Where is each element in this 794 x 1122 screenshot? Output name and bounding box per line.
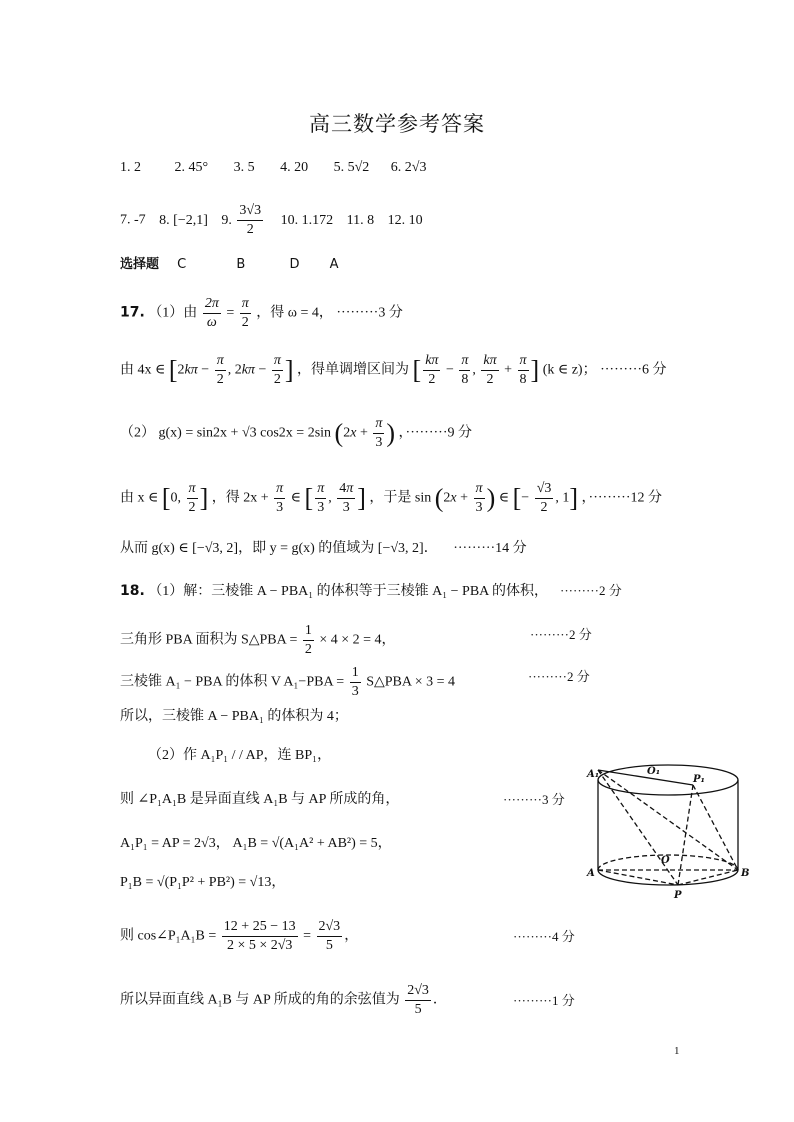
q18-l9: 则 cos∠P₁A₁B = — [120, 928, 217, 944]
q17-l4-d: ，于是 sin — [369, 490, 432, 506]
q18-l3-score: ·········2 分 — [528, 669, 590, 684]
q17-line-4: 由 x ∈ [0, $\frac{\pi}{2}$ ] ，得 2x + $\frac{\pi}{3}$ ∈ [ $\frac{\pi}{3}$ , $\frac{4\pi}{3}$ ] ，于是 sin (2x + $\frac{\pi}{3}$ ) ∈ [− $\frac{√3}{2}$ , 1] ，·········12 分 — [120, 481, 663, 515]
q17-l1-a: （1）由 — [148, 305, 198, 321]
q18-line-4: 所以，三棱锥 A − PBA₁ 的体积为 4； — [120, 709, 348, 724]
answer-9-label: 9. — [221, 212, 232, 228]
q17-l4-b: ，得 2x + — [211, 490, 269, 506]
fraction-numerator: 3√3 — [237, 202, 263, 221]
q17-l4-score: ，·········12 分 — [581, 490, 663, 506]
q18-l3: 三棱锥 A₁ − PBA 的体积 V A₁−PBA = — [120, 674, 345, 690]
answer-3: 3. 5 — [233, 160, 255, 175]
label-a1: A₁ — [587, 769, 600, 780]
q17-l2-a: 由 4x ∈ — [120, 362, 166, 378]
answer-9-fraction — [237, 202, 263, 239]
label-o: O — [661, 855, 670, 866]
q18-l1: （1）解：三棱锥 A − PBA₁ 的体积等于三棱锥 A₁ − PBA 的体积， — [148, 584, 549, 599]
q18-l10-score: ·········1 分 — [513, 993, 575, 1008]
page-number: 1 — [674, 1045, 680, 1057]
segment-a1-p1 — [598, 770, 693, 785]
q17-number: 17. — [120, 304, 145, 321]
q17-fraction-pi-2: $\frac{\pi}{2}$ — [241, 296, 249, 330]
q18-l3-b: S△PBA × 3 = 4 — [366, 674, 455, 690]
q18-l9-score: ·········4 分 — [513, 929, 575, 944]
top-ellipse — [598, 765, 738, 795]
choice-answer-14: B — [236, 257, 246, 272]
q17-line-5 — [120, 538, 527, 560]
q17-l4-c: ∈ — [290, 490, 302, 506]
fraction-denominator: 2 — [246, 222, 254, 237]
fill-answers-row-2 — [120, 202, 423, 239]
segment-a-p — [598, 870, 678, 885]
answer-12: 12. 10 — [387, 212, 423, 228]
q17-line-1: 17. （1）由 $\frac{2\pi}{\omega}$ = $\frac{\pi}{2}$ ，得 ω = 4， ·········3 分 — [120, 296, 403, 330]
q18-l2-b: × 4 × 2 = 4， — [319, 632, 396, 648]
label-o1: O₁ — [647, 766, 661, 777]
q17-l2-score: ·········6 分 — [600, 362, 667, 378]
q17-l1-score: ·········3 分 — [336, 305, 403, 321]
q18-l6-score: ·········3 分 — [503, 792, 565, 807]
q17-l3-score: ，·········9 分 — [398, 425, 472, 441]
label-p: P — [674, 890, 682, 901]
q18-number: 18. — [120, 583, 145, 599]
q17-l2-c: (k ∈ z)； — [542, 362, 597, 378]
q17-l4-a: 由 x ∈ — [120, 490, 159, 506]
answer-4: 4. 20 — [280, 160, 309, 175]
fraction-numerator: 12 + 25 − 13 — [222, 918, 298, 937]
q18-line-1 — [120, 580, 548, 603]
q17-fraction-2pi-omega: $\frac{2\pi}{\omega}$ — [204, 296, 219, 330]
q17-l5-score: ·········14 分 — [453, 541, 527, 556]
q17-l5: 从而 g(x) ∈ [−√3, 2]，即 y = g(x) 的值域为 [−√3, 2]． — [120, 541, 438, 556]
answer-1: 1. 2 — [120, 160, 141, 175]
answer-11: 11. 8 — [346, 212, 375, 228]
label-b: B — [741, 868, 750, 879]
choice-answer-15: D — [289, 257, 300, 272]
answer-10: 10. 1.172 — [280, 212, 334, 228]
label-p1: P₁ — [693, 774, 705, 785]
choice-answers — [120, 254, 339, 276]
q17-line-2: 由 4x ∈ [2kπ − $\frac{\pi}{2}$ , 2kπ − $\frac{\pi}{2}$ ] ，得单调增区间为 [ $\frac{k\pi}{2}$ − $\frac{\pi}{8}$ , $\frac{k\pi}{2}$ + $\frac{\pi}{8}$ ] (k ∈ z)； ·········6 分 — [120, 353, 667, 387]
answer-5: 5. 5√2 — [333, 160, 370, 175]
q17-l3-a: （2） g(x) = sin2x + √3 cos2x = 2sin — [120, 425, 332, 441]
page-title: 高三数学参考答案 — [309, 112, 485, 136]
q18-line-5: （2）作 A₁P₁ / / AP，连 BP₁， — [148, 748, 332, 763]
choice-answer-13: C — [177, 257, 187, 272]
q18-l10: 所以异面直线 A₁B 与 AP 所成的角的余弦值为 — [120, 992, 400, 1008]
q18-line-10: 所以异面直线 A₁B 与 AP 所成的角的余弦值为 $\frac{2√3}{5}$ ． — [120, 983, 447, 1017]
q17-l1-b: ，得 ω = 4， — [256, 305, 333, 321]
choice-answer-16: A — [329, 257, 339, 272]
q18-line-2: 三角形 PBA 面积为 S△PBA = $\frac{1}{2}$ × 4 × 2 = 4， — [120, 623, 396, 657]
choice-label: 选择题 — [120, 257, 160, 272]
segment-a1-p — [598, 770, 678, 885]
answer-8: 8. [−2,1] — [159, 212, 208, 228]
answer-6: 6. 2√3 — [390, 160, 427, 175]
q18-l2: 三角形 PBA 面积为 S△PBA = — [120, 632, 298, 648]
answer-2: 2. 45° — [174, 160, 209, 175]
q18-l9-b: = — [303, 928, 311, 944]
q18-cos-fraction — [222, 918, 298, 955]
q18-line-8: P₁B = √(P₁P² + PB²) = √13， — [120, 875, 286, 890]
fill-answers-row-1 — [120, 157, 426, 179]
fraction-denominator: 2 × 5 × 2√3 — [226, 938, 293, 953]
q18-line-6: 则 ∠P₁A₁B 是异面直线 A₁B 与 AP 所成的角， — [120, 792, 400, 807]
q18-line-3: 三棱锥 A₁ − PBA 的体积 V A₁−PBA = $\frac{1}{3}$ S△PBA × 3 = 4 — [120, 665, 455, 699]
cylinder-figure — [585, 755, 750, 905]
q18-line-9: 则 cos∠P₁A₁B = $\frac{12 + 25 - 13}{2 \times 5 \times 2√3}$ = $\frac{2√3}{5}$ ， — [120, 919, 359, 953]
q17-l2-b: ，得单调增区间为 — [297, 362, 410, 378]
q17-line-3: （2） g(x) = sin2x + √3 cos2x = 2sin (2x + $\frac{\pi}{3}$ ) ，·········9 分 — [120, 416, 472, 450]
bottom-front-arc — [598, 870, 738, 885]
q18-l2-score: ·········2 分 — [530, 627, 592, 642]
label-a: A — [587, 868, 595, 879]
answer-7: 7. -7 — [120, 212, 146, 228]
q18-line-7: A₁P₁ = AP = 2√3， A₁B = √(A₁A² + AB²) = 5， — [120, 836, 392, 851]
q18-l1-score: ·········2 分 — [560, 583, 622, 598]
